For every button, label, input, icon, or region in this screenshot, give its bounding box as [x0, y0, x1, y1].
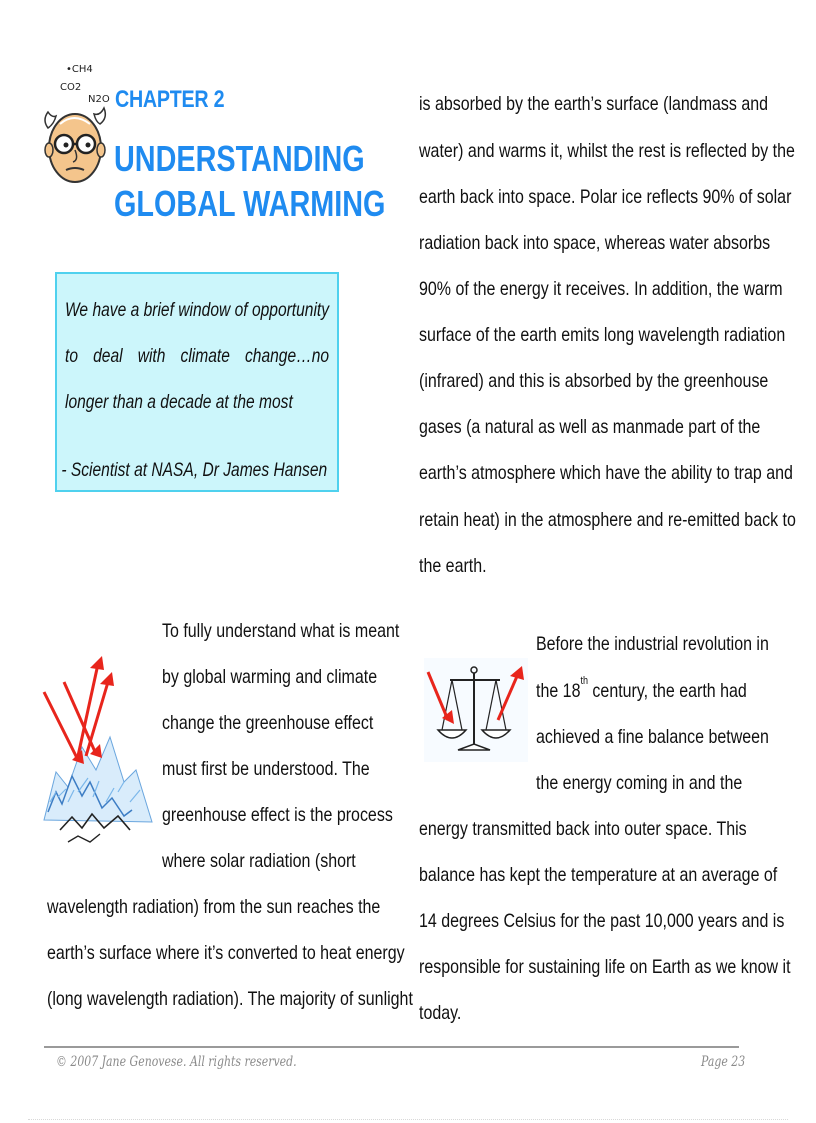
- paragraph-line: the energy coming in and the: [536, 772, 743, 794]
- chapter-title: [114, 136, 385, 226]
- paragraph-line: greenhouse effect is the process: [162, 804, 393, 826]
- quote-attribution: - Scientist at NASA, Dr James Hansen: [61, 460, 327, 481]
- paragraph-line: where solar radiation (short: [162, 850, 356, 872]
- text-fragment: century, the earth had: [587, 680, 747, 702]
- paragraph-line: energy transmitted back into outer space. This: [419, 818, 747, 840]
- paragraph-line: retain heat) in the atmosphere and re-emitted back to: [419, 509, 796, 531]
- paragraph-line: responsible for sustaining life on Earth as we know it: [419, 956, 791, 978]
- paragraph-line: gases (a natural as well as manmade part of the: [419, 416, 761, 438]
- chapter-title-line-1: UNDERSTANDING: [114, 138, 365, 179]
- mascot-gas-ch4: •CH4: [66, 64, 93, 75]
- paragraph-line: balance has kept the temperature at an average of: [419, 864, 778, 886]
- paragraph-line: is absorbed by the earth’s surface (landmass and: [419, 93, 769, 115]
- page-bottom-edge: [28, 1119, 788, 1120]
- quote-text: We have a brief window of opportunity to deal with climate change…no longer than a decade at the most: [65, 300, 330, 413]
- footer-copyright: © 2007 Jane Genovese. All rights reserved.: [56, 1054, 297, 1070]
- paragraph-line: To fully understand what is meant: [162, 620, 400, 642]
- chapter-label: CHAPTER 2: [115, 86, 225, 113]
- mascot-gas-n2o: N2O: [88, 94, 110, 105]
- paragraph-line: 14 degrees Celsius for the past 10,000 years and is: [419, 910, 785, 932]
- paragraph-line: (infrared) and this is absorbed by the greenhouse: [419, 370, 769, 392]
- page-number: Page 23: [701, 1054, 746, 1070]
- chapter-title-line-2: GLOBAL WARMING: [114, 183, 386, 224]
- balance-scale-illustration: [424, 658, 528, 762]
- paragraph-line: radiation back into space, whereas water absorbs: [419, 232, 771, 254]
- greenhouse-effect-illustration: [38, 652, 160, 848]
- quote-box: [55, 272, 339, 492]
- paragraph-line: change the greenhouse effect: [162, 712, 374, 734]
- paragraph-line: 90% of the energy it receives. In addition, the warm: [419, 278, 783, 300]
- paragraph-line: Before the industrial revolution in: [536, 633, 769, 655]
- paragraph-line: the earth.: [419, 555, 487, 577]
- footer-divider: [44, 1046, 739, 1048]
- paragraph-line: must first be understood. The: [162, 758, 370, 780]
- paragraph-line: wavelength radiation) from the sun reaches the: [47, 896, 381, 918]
- paragraph-line: earth’s surface where it’s converted to heat energy: [47, 942, 405, 964]
- paragraph-line: earth back into space. Polar ice reflects 90% of solar: [419, 186, 792, 208]
- paragraph-line: water) and warms it, whilst the rest is reflected by the: [419, 140, 795, 162]
- superscript: th: [580, 675, 588, 687]
- paragraph-line: today.: [419, 1002, 462, 1024]
- paragraph-line: earth’s atmosphere which have the ability to trap and: [419, 462, 793, 484]
- paragraph-line: (long wavelength radiation). The majority of sunlight: [47, 988, 413, 1010]
- text-fragment: the 18: [536, 680, 581, 702]
- paragraph-line: surface of the earth emits long wavelength radiation: [419, 324, 786, 346]
- paragraph-line: by global warming and climate: [162, 666, 378, 688]
- paragraph-line: [536, 675, 747, 703]
- scientist-mascot-illustration: [42, 58, 112, 198]
- mascot-gas-co2: CO2: [60, 82, 82, 93]
- paragraph-line: achieved a fine balance between: [536, 726, 769, 748]
